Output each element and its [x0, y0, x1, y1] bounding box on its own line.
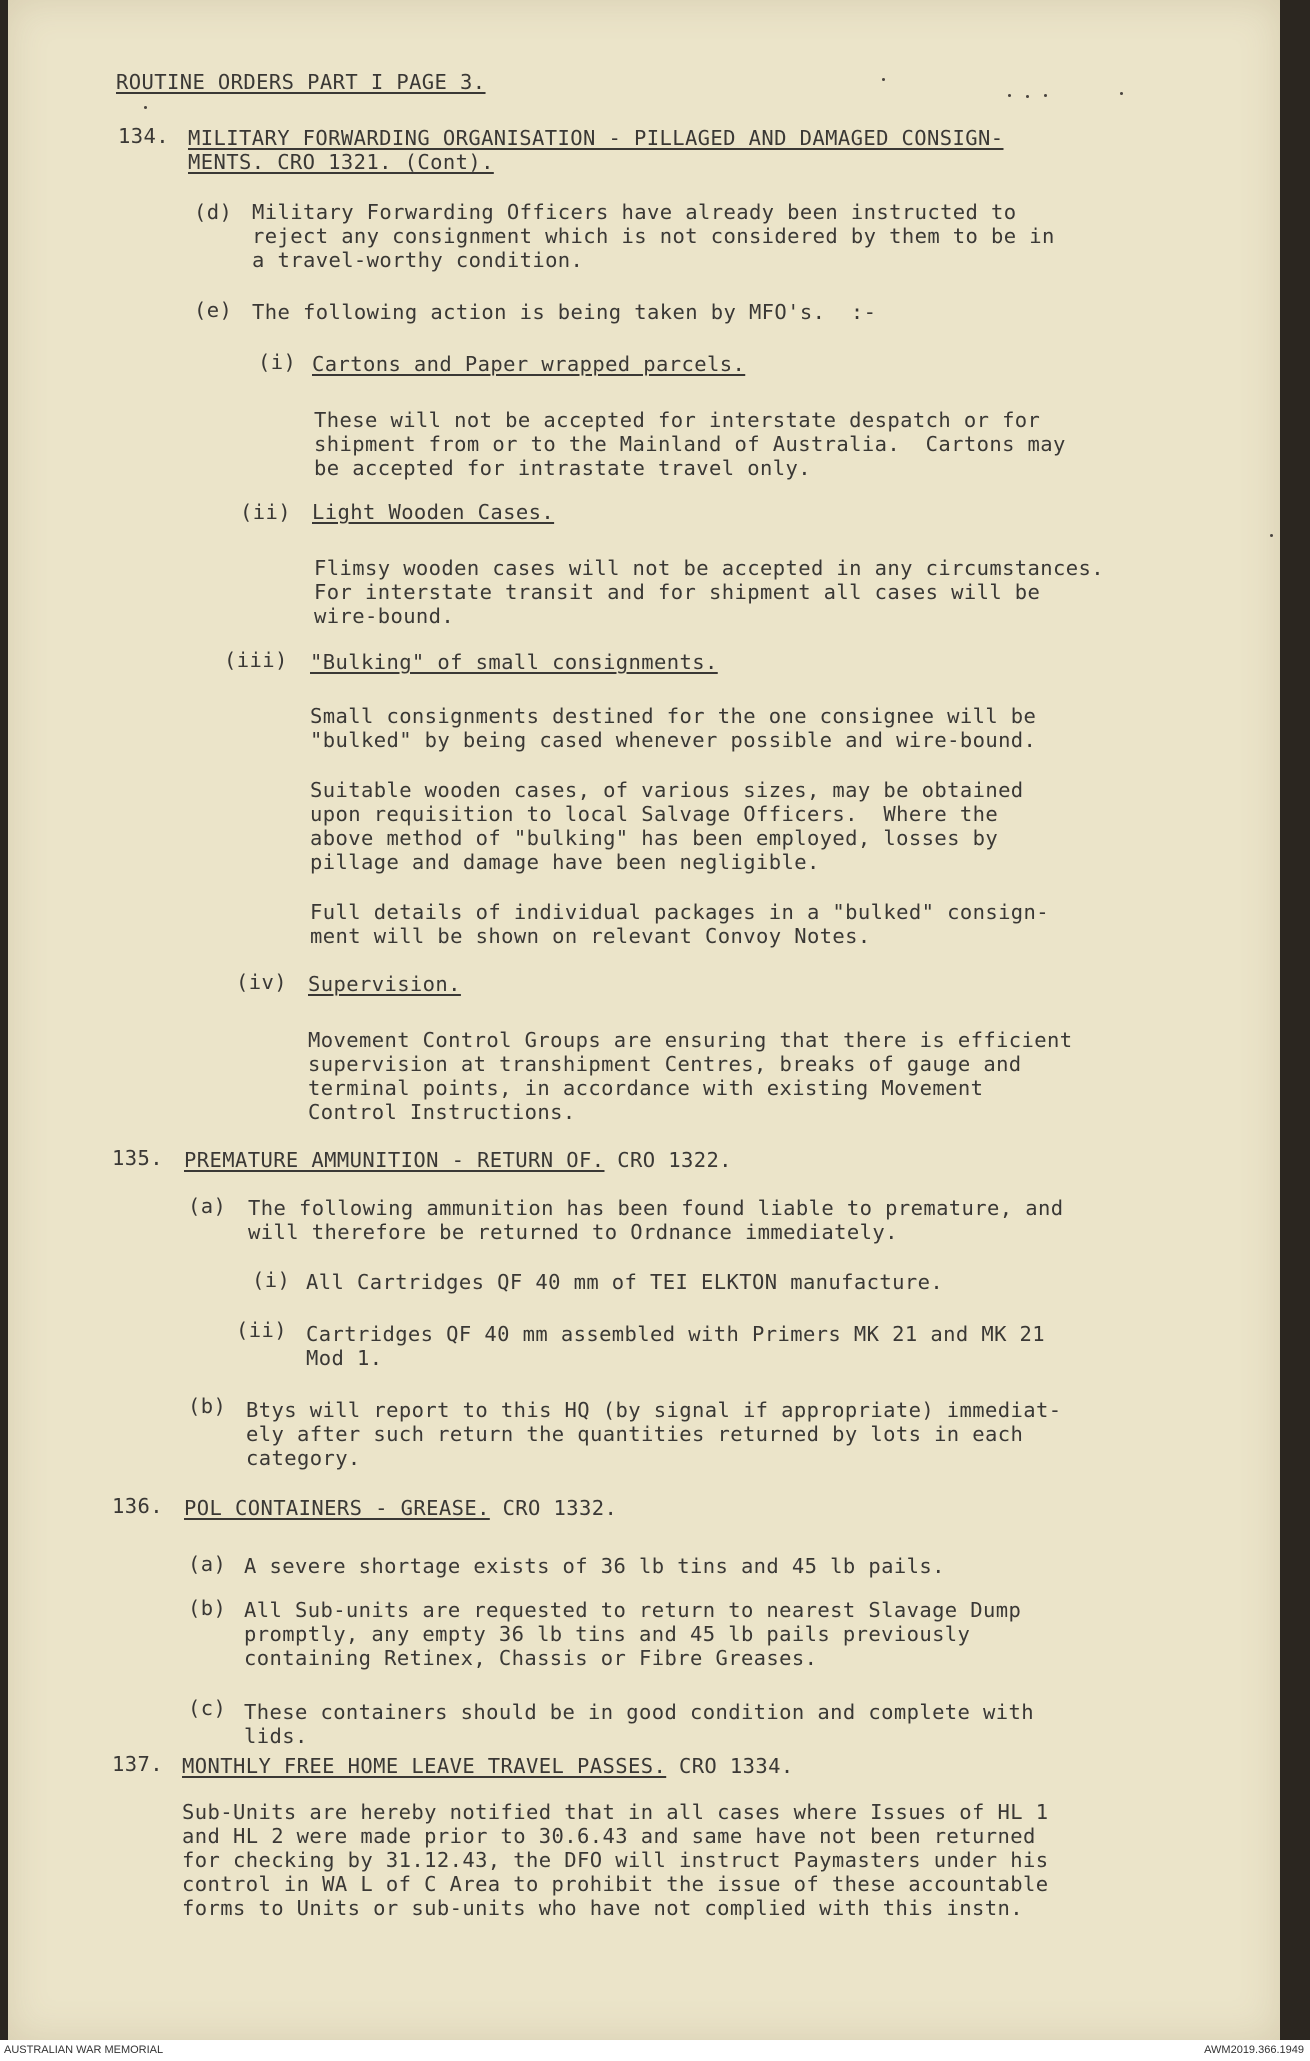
ink-speck — [1026, 95, 1029, 98]
subpara-label: (i) — [252, 1268, 291, 1292]
paragraph: Military Forwarding Officers have already been instructed to reject any consignment which is not considered by them to be in a travel-worthy condition. — [252, 200, 1055, 272]
item-number: 137. — [112, 1752, 163, 1776]
ink-speck — [882, 78, 885, 81]
ink-speck — [1044, 94, 1047, 97]
paragraph: Cartridges QF 40 mm assembled with Primers MK 21 and MK 21 Mod 1. — [306, 1322, 1046, 1370]
subpara-label: (i) — [258, 350, 297, 374]
item-heading: PREMATURE AMMUNITION - RETURN OF. — [184, 1148, 605, 1172]
paragraph: Movement Control Groups are ensuring that there is efficient supervision at transhipment Centres, breaks of gauge and terminal points, in accordance with existing Movement Control Instructions. — [308, 1028, 1073, 1124]
paragraph: The following action is being taken by MFO's. :- — [252, 300, 877, 324]
para-label: (d) — [194, 200, 233, 224]
ink-speck — [1270, 534, 1273, 537]
paragraph: These containers should be in good condition and complete with lids. — [244, 1700, 1035, 1748]
paragraph: Small consignments destined for the one consignee will be "bulked" by being cased whenever possible and wire-bound. — [310, 704, 1037, 752]
footer-accession: AWM2019.366.1949 — [1204, 2044, 1304, 2056]
document-page — [8, 0, 1280, 2040]
paragraph: Suitable wooden cases, of various sizes, may be obtained upon requisition to local Salvage Officers. Where the above method of "bulking" has been employed, losses by pillage and damage have been negligible. — [310, 778, 1024, 874]
subpara-heading: Light Wooden Cases. — [312, 500, 555, 524]
subpara-heading: Supervision. — [308, 972, 461, 996]
paragraph: All Cartridges QF 40 mm of TEI ELKTON manufacture. — [306, 1270, 944, 1294]
subpara-label: (ii) — [240, 500, 291, 524]
para-label: (a) — [188, 1552, 227, 1576]
para-label: (b) — [188, 1596, 227, 1620]
subpara-label: (iii) — [224, 648, 288, 672]
paragraph: All Sub-units are requested to return to nearest Slavage Dump promptly, any empty 36 lb tins and 45 lb pails previously containing Retinex, Chassis or Fibre Greases. — [244, 1598, 1022, 1670]
item-ref: CRO 1332. — [502, 1496, 618, 1520]
item-heading-cont — [188, 150, 494, 174]
footer-credit: AUSTRALIAN WAR MEMORIAL — [4, 2044, 164, 2056]
paragraph: These will not be accepted for interstate despatch or for shipment from or to the Mainland of Australia. Cartons may be accepted for intrastate travel only. — [314, 408, 1066, 480]
para-label: (b) — [188, 1394, 227, 1418]
page-title: ROUTINE ORDERS PART I PAGE 3. — [116, 70, 486, 94]
item-heading-row — [182, 1754, 794, 1778]
item-number: 135. — [112, 1146, 163, 1170]
item-number: 134. — [118, 124, 169, 148]
paragraph: A severe shortage exists of 36 lb tins and 45 lb pails. — [244, 1554, 945, 1578]
subpara-heading: Cartons and Paper wrapped parcels. — [312, 352, 746, 376]
subpara-label: (iv) — [236, 970, 287, 994]
item-heading-row — [184, 1148, 732, 1172]
item-ref: CRO 1322. — [617, 1148, 732, 1172]
paragraph: Sub-Units are hereby notified that in all cases where Issues of HL 1 and HL 2 were made prior to 30.6.43 and same have not been returned for checking by 31.12.43, the DFO will instruct Paymasters under his control in WA L of C Area to prohibit the issue of these accountable forms to Units or sub-units who have not complied with this instn. — [182, 1800, 1049, 1920]
subpara-label: (ii) — [236, 1318, 287, 1342]
paragraph: The following ammunition has been found liable to premature, and will therefore be returned to Ordnance immediately. — [248, 1196, 1064, 1244]
para-label: (c) — [188, 1696, 227, 1720]
item-heading: MILITARY FORWARDING ORGANISATION - PILLAGED AND DAMAGED CONSIGN- — [188, 126, 1004, 150]
para-label: (e) — [194, 298, 233, 322]
subpara-heading: "Bulking" of small consignments. — [310, 650, 718, 674]
item-heading-row — [184, 1496, 617, 1520]
item-heading: POL CONTAINERS - GREASE. — [184, 1496, 490, 1520]
item-heading: MONTHLY FREE HOME LEAVE TRAVEL PASSES. — [182, 1754, 667, 1778]
item-ref: CRO 1334. — [678, 1754, 794, 1778]
ink-speck — [1008, 94, 1011, 97]
archive-footer — [0, 2040, 1310, 2061]
paragraph: Btys will report to this HQ (by signal if appropriate) immediat- ely after such return the quantities returned by lots in each category. — [246, 1398, 1062, 1470]
item-heading-line2: MENTS. CRO 1321. (Cont). — [188, 150, 494, 174]
item-number: 136. — [112, 1494, 163, 1518]
paragraph: Flimsy wooden cases will not be accepted in any circumstances. For interstate transit and for shipment all cases will be wire-bound. — [314, 556, 1105, 628]
ink-speck — [144, 106, 147, 109]
para-label: (a) — [188, 1194, 227, 1218]
ink-speck — [1120, 92, 1123, 95]
paragraph: Full details of individual packages in a "bulked" consign- ment will be shown on relevant Convoy Notes. — [310, 900, 1050, 948]
